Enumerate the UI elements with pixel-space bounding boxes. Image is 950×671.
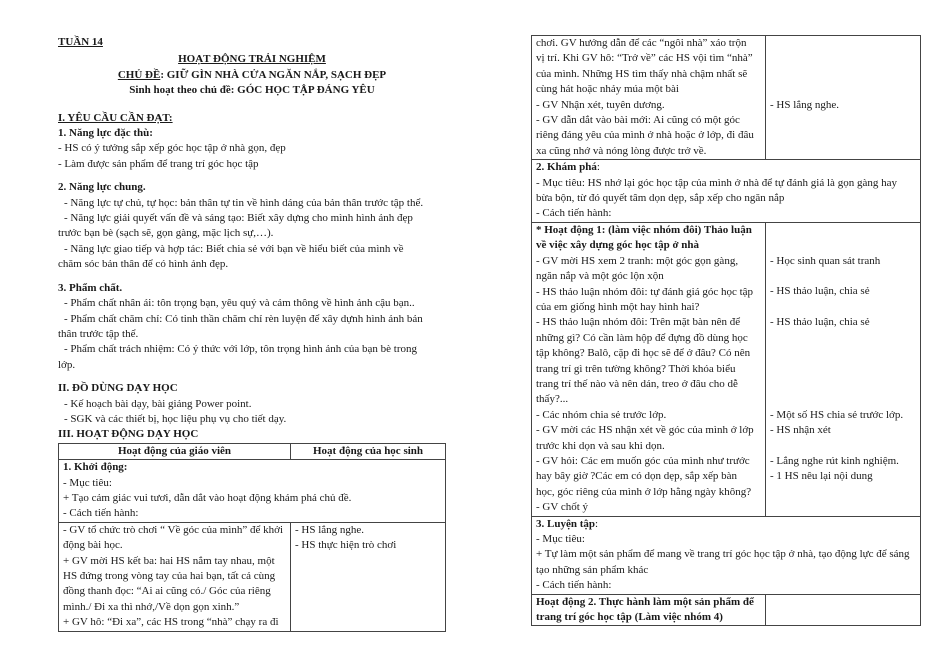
th-teacher: Hoạt động của giáo viên: [59, 443, 291, 459]
cell-line: - GV chốt ý: [536, 501, 589, 514]
cell-line: cùng hát hoặc nhảy múa một bài: [536, 83, 679, 96]
cell-line: hay bây giờ ?Các em có dọn dẹp, sắp xếp bàn: [536, 470, 738, 483]
cell-line: ngăn nắp và một góc lộn xộn: [536, 270, 664, 283]
paragraph: - Phẩm chất chăm chỉ: Có tinh thần chăm chỉ rèn luyện để xây dựnh hình ảnh bản: [64, 312, 423, 325]
left-page: [58, 0, 446, 671]
activity1-title: về việc xây dựng góc học tập ở nhà: [536, 239, 700, 252]
warmup-goal: - Mục tiêu:: [63, 476, 112, 489]
cell-line: trước khi dọn và sau khi dọn.: [536, 439, 665, 452]
cell-line: - GV tổ chức trò chơi “ Về góc của mình” để khởi: [63, 523, 284, 536]
paragraph: chăm sóc bản thân để có hình ảnh đẹp.: [58, 258, 229, 271]
activity1-title: * Hoạt động 1: (làm việc nhóm đôi) Thảo luận: [536, 223, 752, 236]
cell-line: học, góc riêng của mình ở lớp hằng ngày không?: [536, 485, 752, 498]
cell-line: động bài học.: [63, 539, 123, 552]
cell-line: HS đứng trong vòng tay của hai bạn, tất cả cùng: [63, 570, 276, 582]
table-row: [532, 36, 921, 160]
cell-line: - GV mời các HS nhận xét về góc của mình ở lớp: [536, 424, 754, 437]
cell-line: + GV hô: “Đi xa”, các HS trong “nhà” chạy ra đi: [63, 616, 279, 629]
topic-label: CHỦ ĐỀ: [117, 68, 161, 81]
cell-line: - Các nhóm chia sẻ trước lớp.: [536, 408, 667, 421]
cell-line: thấy?...: [536, 393, 569, 406]
topic-text: : GIỮ GÌN NHÀ CỬA NGĂN NẮP, SẠCH ĐẸP: [160, 68, 387, 81]
cell-line: - HS lắng nghe.: [770, 98, 840, 111]
cell-line: + GV mời HS kết ba: hai HS nắm tay nhau, một: [63, 554, 275, 567]
explore-title: 2. Khám phá:: [536, 161, 600, 174]
cell-line: những gì? Có cần làm hộp để đựng đồ dùng học: [536, 331, 748, 344]
warmup-title: 1. Khởi động:: [63, 461, 128, 474]
cell-line: - 1 HS nêu lại nội dung: [770, 470, 873, 483]
paragraph: - Phẩm chất trách nhiệm: Có ý thức với lớp, tôn trọng hình ảnh của bạn bè trong: [64, 343, 418, 356]
cell-line: - HS lắng nghe.: [295, 523, 365, 536]
topic-line: [58, 68, 446, 83]
paragraph: lớp.: [58, 358, 76, 371]
paragraph: - Năng lực tự chủ, tự học: bản thân tự tin về hình dáng của bản thân trước tập thể.: [64, 196, 424, 209]
week-label: TUẦN 14: [58, 36, 103, 48]
table-row: [59, 522, 446, 631]
explore-cell: [532, 160, 921, 223]
sub-heading: 3. Phẩm chất.: [58, 281, 123, 294]
practice-title: 3. Luyện tập:: [536, 517, 599, 530]
list-item: - Kế hoạch bài dạy, bài giảng Power point.: [64, 397, 252, 410]
cell-line: của mình. Những HS tìm thấy nhà chậm nhất sẽ: [536, 67, 748, 80]
doc-title: HOẠT ĐỘNG TRẢI NGHIỆM: [178, 53, 326, 66]
cell-line: chơi. GV hướng dẫn để các “ngôi nhà” xáo trộn: [536, 37, 747, 49]
cell-line: - Mục tiêu: HS nhớ lại góc học tập của mình ở nhà để tự đánh giá là gọn gàng hay: [536, 176, 897, 189]
right-page: [531, 0, 921, 671]
subtitle: Sinh hoạt theo chủ đề: GÓC HỌC TẬP ĐÁNG YÊU: [129, 84, 375, 97]
cell-line: - Một số HS chia sẻ trước lớp.: [770, 408, 904, 421]
cell-line: + Tự làm một sản phẩm để mang về trang trí góc học tập ở nhà, tạo động lực để sáng: [536, 548, 910, 561]
cell-line: đồng thanh đọc: “Ai ai cũng có./ Góc của riêng: [63, 585, 271, 598]
paragraph: - Năng lực giao tiếp và hợp tác: Biết chia sẻ với bạn về hiểu biết của mình về: [64, 242, 404, 255]
sub-heading: 2. Năng lực chung.: [58, 181, 146, 194]
list-item: - HS có ý tưởng sắp xếp góc học tập ở nhà gọn, đẹp: [58, 142, 286, 155]
warmup-teacher-cont: [532, 36, 766, 160]
cell-line: - GV Nhận xét, tuyên dương.: [536, 98, 665, 111]
cell-line: trang trí thế nào và nên dán, treo ở đâu cho dễ: [536, 377, 738, 390]
cell-line: của em giống hình một hay hình hai?: [536, 300, 700, 313]
cell-line: riêng đáng yêu của mình ở nhà hoặc ở lớp, đi đâu: [536, 129, 754, 142]
warmup-teacher-cell: [59, 522, 291, 631]
cell-line: - HS thảo luận nhóm đôi: tự đánh giá góc học tập: [536, 285, 754, 298]
cell-line: - Lắng nghe rút kinh nghiệm.: [770, 454, 899, 467]
activity2-title: Hoạt động 2. Thực hành làm một sản phẩm để: [536, 595, 754, 608]
cell-line: - HS nhận xét: [770, 424, 831, 437]
list-item: - SGK và các thiết bị, học liệu phụ vụ cho tiết dạy.: [64, 412, 287, 425]
table-row: [59, 460, 446, 523]
cell-line: - Học sinh quan sát tranh: [770, 254, 881, 267]
cell-line: mình./ Đi xa thì nhớ,/Về dọn gọn xinh.”: [63, 600, 240, 613]
table-row: [532, 516, 921, 594]
activity2-student-cell: [766, 594, 921, 626]
activity1-student-cell: [766, 222, 921, 516]
warmup-method: - Cách tiến hành:: [63, 507, 139, 520]
paragraph: trước bạn bè (sạch sẽ, gọn gàng, mặc lịch sự,…).: [58, 227, 274, 240]
activity2-teacher-cell: [532, 594, 766, 626]
sub-heading: 1. Năng lực đặc thù:: [58, 127, 153, 140]
paragraph: - Phẩm chất nhân ái: tôn trọng bạn, yêu quý và cảm thông về hình ảnh cậu bạn..: [64, 297, 415, 310]
cell-line: - HS thảo luận, chia sẻ: [770, 316, 870, 329]
cell-line: bừa bộn, từ đó quyết tâm dọn dẹp, sắp xếp cho ngăn nắp: [536, 192, 785, 205]
cell-line: xa cũng nhớ và nóng lòng được trở về.: [536, 144, 707, 157]
cell-line: - Mục tiêu:: [536, 533, 585, 545]
cell-line: - GV dẫn dắt vào bài mới: Ai cũng có một góc: [536, 114, 740, 127]
th-student: Hoạt động của học sinh: [291, 443, 446, 459]
cell-line: tạo những sản phẩm khác: [536, 563, 649, 576]
table-header-row: [59, 443, 446, 459]
cell-line: vị trí. Khi GV hô: “Trở về” các HS vội tìm “nhà”: [536, 52, 753, 65]
paragraph: thân trước tập thể.: [58, 327, 139, 340]
warmup-goal-text: + Tạo cảm giác vui tươi, dẫn dắt vào hoạt động khám phá chủ đề.: [63, 491, 352, 504]
section-heading: II. ĐỒ DÙNG DẠY HỌC: [58, 382, 178, 395]
activity2-title: trang trí góc học tập (Làm việc nhóm 4): [536, 611, 723, 624]
cell-line: - HS thảo luận nhóm đôi: Trên mặt bàn nên để: [536, 316, 741, 329]
activity-table: [58, 443, 446, 632]
cell-line: - GV hỏi: Các em muốn góc của mình như trước: [536, 454, 750, 467]
table-row: [532, 222, 921, 516]
cell-line: tập không? Balô, cặp đi học sẽ để ở đâu? Có nên: [536, 347, 751, 360]
warmup-student-cont: [766, 36, 921, 160]
section-heading: III. HOẠT ĐỘNG DẠY HỌC: [58, 428, 199, 441]
warmup-cell: [59, 460, 446, 523]
paragraph: - Năng lực giải quyết vấn đề và sáng tạo: Biết xây dựng cho mình hình ảnh đẹp: [64, 212, 413, 225]
cell-line: - GV mời HS xem 2 tranh: một góc gọn gàng,: [536, 254, 739, 267]
practice-cell: [532, 516, 921, 594]
table-row: [532, 160, 921, 223]
activity1-teacher-cell: [532, 222, 766, 516]
cell-line: - Cách tiến hành:: [536, 207, 612, 220]
activity-table-continued: [531, 35, 921, 626]
cell-line: trang trí gì trên tường không? Thời khóa biểu: [536, 362, 736, 375]
cell-line: - Cách tiến hành:: [536, 579, 612, 592]
section-heading: I. YÊU CẦU CẦN ĐẠT:: [58, 111, 173, 124]
table-row: [532, 594, 921, 626]
list-item: - Làm được sản phẩm để trang trí góc học tập: [58, 157, 259, 170]
cell-line: - HS thảo luận, chia sẻ: [770, 285, 870, 298]
warmup-student-cell: [291, 522, 446, 631]
cell-line: - HS thực hiện trò chơi: [295, 539, 397, 552]
